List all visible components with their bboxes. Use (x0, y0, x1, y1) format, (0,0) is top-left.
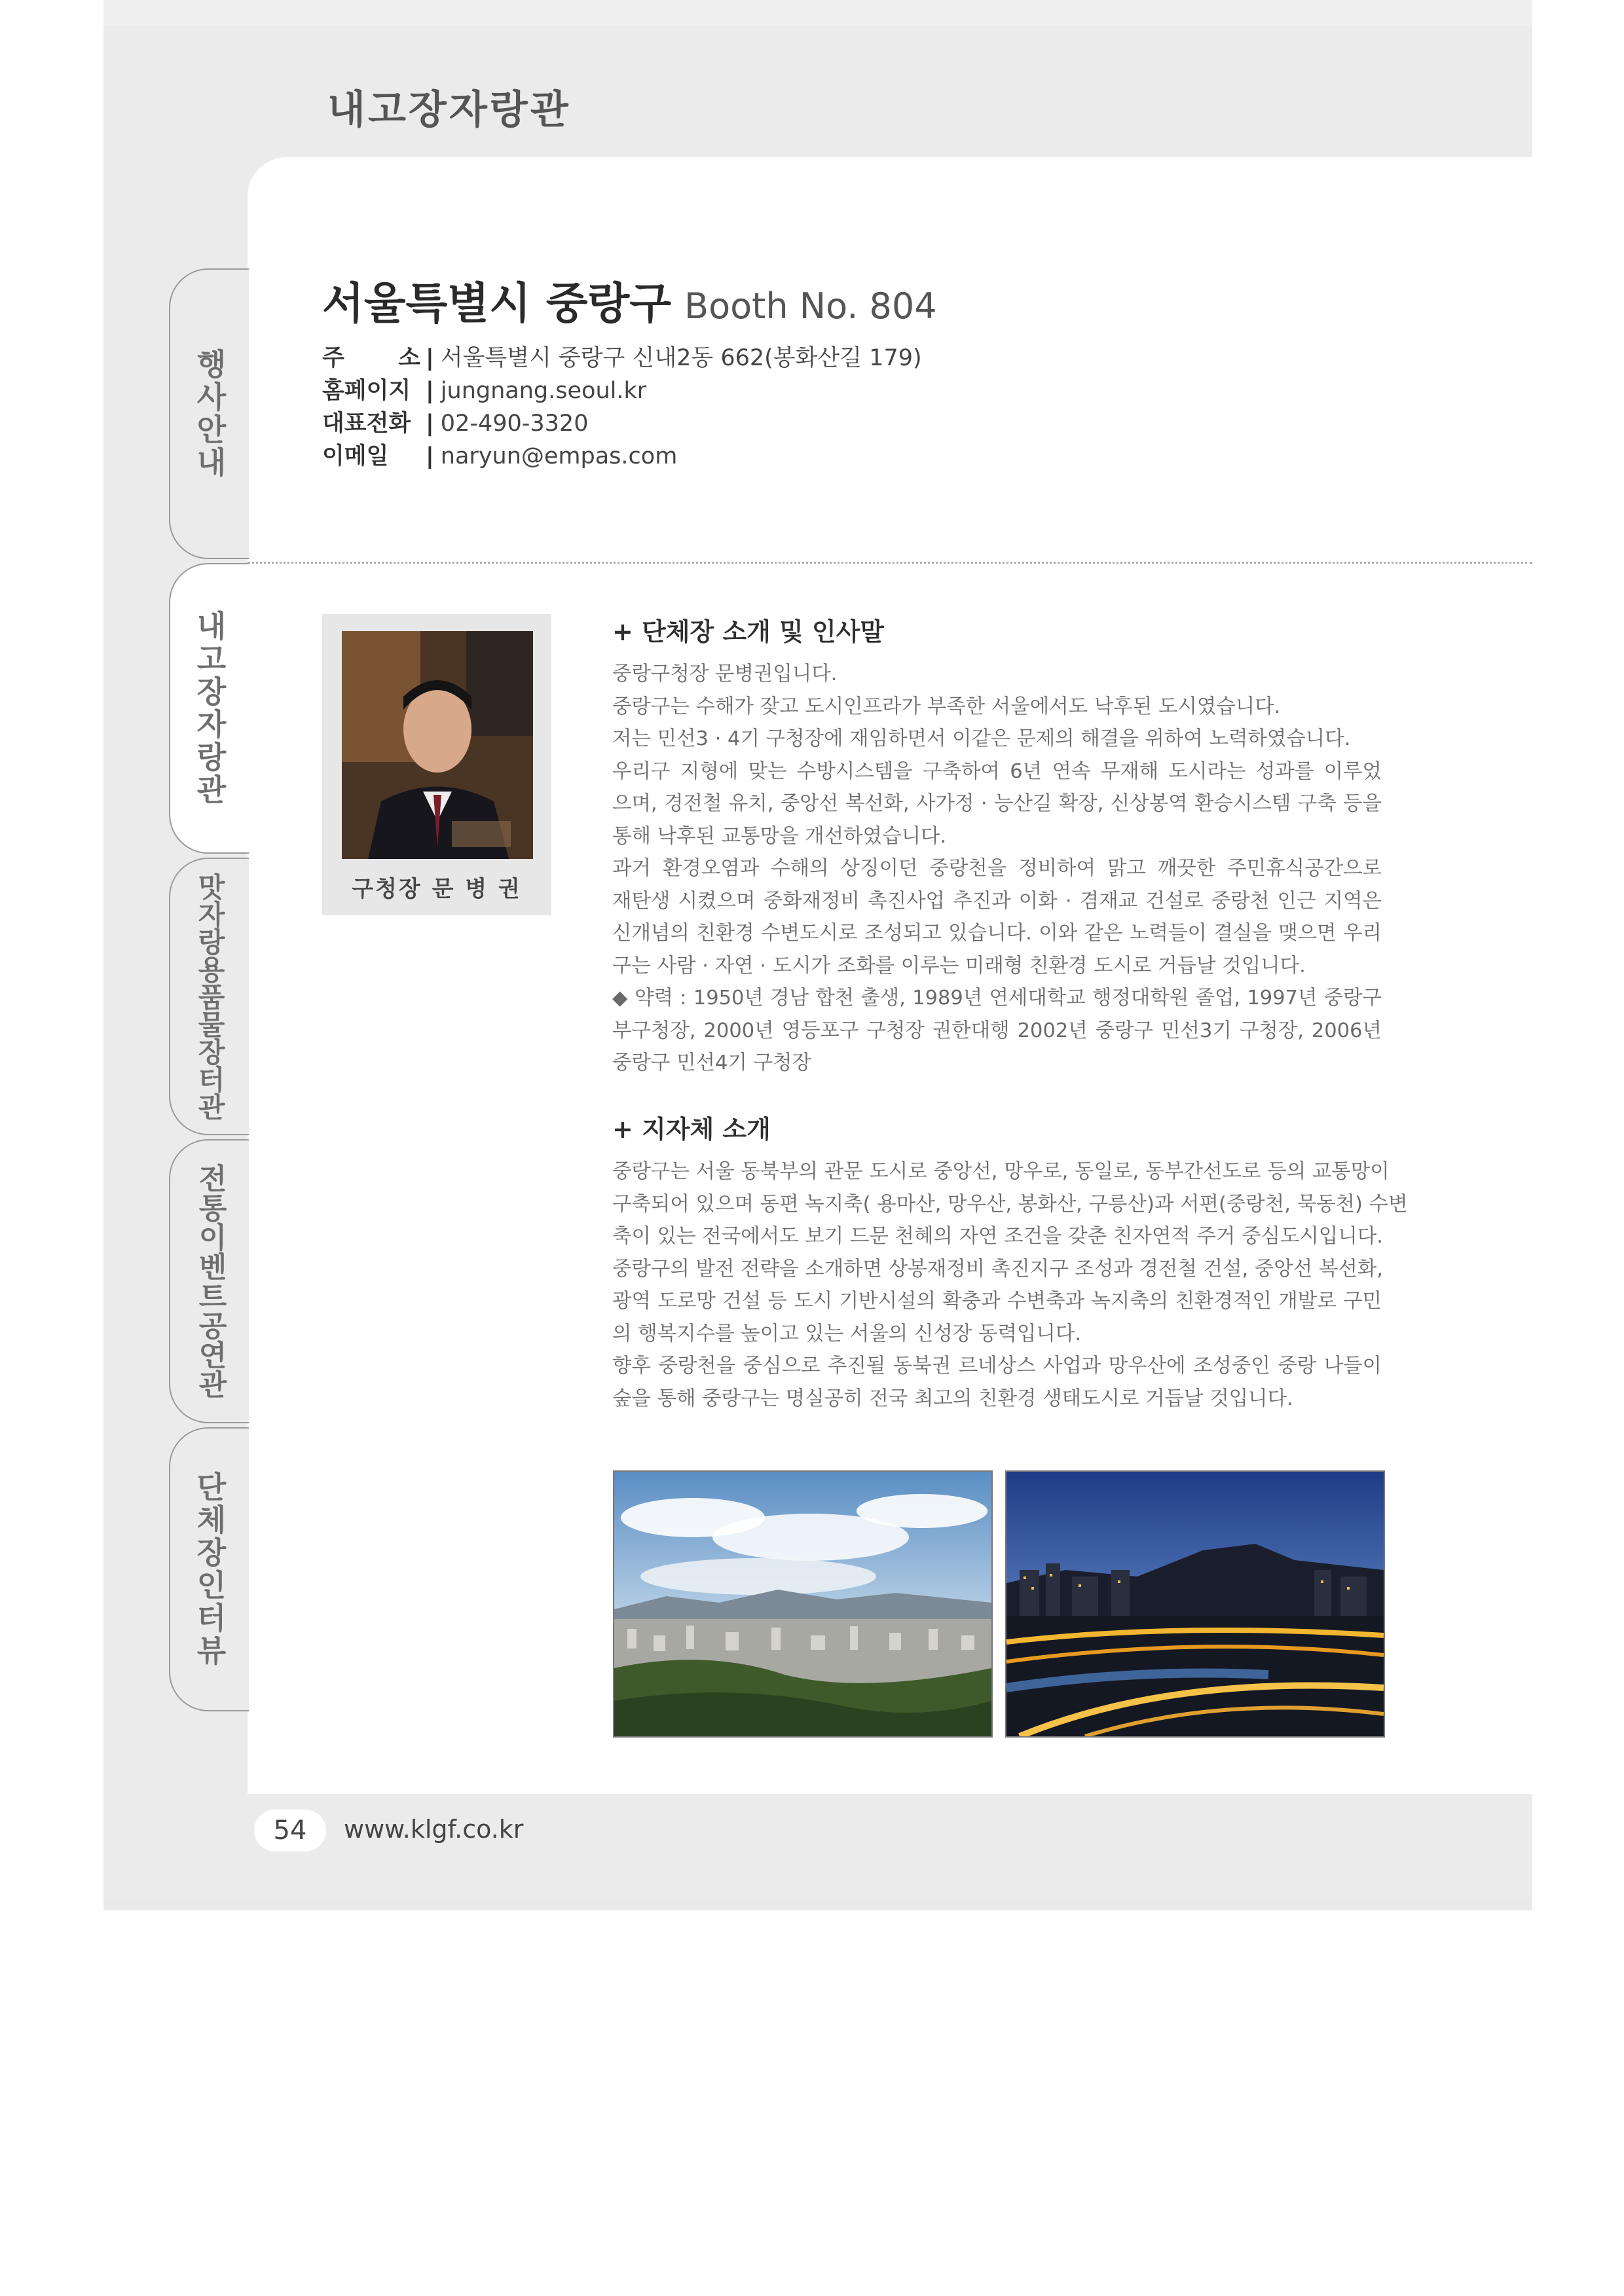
paragraph-line: 중랑구는 수해가 잦고 도시인프라가 부족한 서울에서도 낙후된 도시였습니다. (612, 695, 1281, 718)
info-row-email (322, 440, 922, 473)
divider (248, 562, 1532, 564)
paragraph-line: 구는 사람 · 자연 · 도시가 조화를 이루는 미래형 친환경 도시로 거듭날 것입니다. (612, 954, 1306, 977)
info-label: 홈페이지 (322, 378, 411, 404)
city-panorama-photo (613, 1470, 993, 1738)
paragraph-line: 통해 낙후된 교통망을 개선하였습니다. (612, 824, 947, 848)
portrait-illustration (342, 631, 533, 859)
side-tab-performance[interactable] (169, 1139, 249, 1423)
side-tab-hometown-pride[interactable] (169, 563, 249, 854)
region-heading: + 지자체 소개 (612, 1115, 771, 1144)
paragraph-line: 과거 환경오염과 수해의 상징이던 중랑천을 정비하여 맑고 깨끗한 주민휴식공간으로 (612, 857, 1382, 880)
paragraph-line: 구축되어 있으며 동편 녹지축( 용마산, 망우산, 봉화산, 구릉산)과 서편(중랑천, 묵동천) 수변 (612, 1192, 1408, 1216)
paragraph-line: 우리구 지형에 맞는 수방시스템을 구축하여 6년 연속 무재해 도시라는 성과를 이루었 (612, 759, 1382, 783)
info-label: 이메일 (322, 443, 389, 469)
contact-info (322, 342, 922, 473)
paragraph-line: 중랑구는 서울 동북부의 관문 도시로 중앙선, 망우로, 동일로, 동부간선도로 등의 교통망이 (612, 1160, 1390, 1183)
paragraph-line: 숲을 통해 중랑구는 명실공히 전국 최고의 친환경 생태도시로 거듭날 것입니다. (612, 1387, 1293, 1410)
paragraph-line: 부구청장, 2000년 영등포구 구청장 권한대행 2002년 중랑구 민선3기 구청장, 2006년 (612, 1019, 1382, 1042)
night-river-illustration (1006, 1472, 1384, 1736)
intro-section (612, 611, 1382, 1080)
district-name: 서울특별시 중랑구 (322, 278, 672, 329)
paragraph-line: 중랑구청장 문병권입니다. (612, 663, 838, 685)
side-tab-label: 맛자랑용품물장터관 (194, 873, 226, 1120)
info-label: 주 소 (322, 345, 420, 371)
night-river-photo (1005, 1470, 1385, 1738)
side-tab-label: 전통이벤트공연관 (193, 1163, 227, 1399)
paragraph-line: 으며, 경전철 유치, 중앙선 복선화, 사가정 · 능산길 확장, 신상봉역 환승시스템 구축 등을 (612, 792, 1382, 815)
paragraph-line: 중랑구의 발전 전략을 소개하면 상봉재정비 촉진지구 조성과 경전철 건설, 중앙선 복선화, (612, 1257, 1384, 1281)
page-title (322, 268, 937, 331)
separator: | (426, 378, 434, 404)
info-row-homepage (322, 374, 922, 407)
side-tab-label: 행사안내 (192, 348, 227, 479)
side-tab-label: 내고장자랑관 (192, 610, 227, 807)
portrait-caption: 구청장 문 병 권 (352, 876, 522, 902)
intro-body (612, 658, 1382, 1080)
info-row-phone (322, 407, 922, 440)
page-number: 54 (254, 1810, 326, 1851)
info-row-address (322, 342, 922, 374)
portrait-card (322, 614, 551, 915)
paragraph-line: 축이 있는 전국에서도 보기 드문 천혜의 자연 조건을 갖춘 친자연적 주거 중심도시입니다. (612, 1225, 1384, 1248)
side-tab-label: 단체장인터뷰 (192, 1471, 227, 1667)
region-body (612, 1156, 1408, 1415)
separator: | (426, 410, 434, 437)
email-link[interactable]: naryun@empas.com (440, 443, 678, 469)
homepage-link[interactable]: jungnang.seoul.kr (440, 378, 647, 404)
section-header: 내고장자랑관 (327, 87, 571, 133)
paragraph-line: 재탄생 시켰으며 중화재정비 촉진사업 추진과 이화 · 겸재교 건설로 중랑천 인근 지역은 (612, 889, 1382, 913)
paragraph-line: 향후 중랑천을 중심으로 추진될 동북권 르네상스 사업과 망우산에 조성중인 중랑 나들이 (612, 1355, 1382, 1377)
info-label: 대표전화 (322, 410, 411, 437)
side-tab-food-market[interactable] (169, 858, 249, 1135)
paragraph-line: 신개념의 친환경 수변도시로 조성되고 있습니다. 이와 같은 노력들이 결실을 맺으면 우리 (612, 922, 1382, 945)
mayor-portrait (342, 631, 533, 859)
phone-value: 02-490-3320 (440, 410, 589, 437)
paragraph-line: 저는 민선3 · 4기 구청장에 재임하면서 이같은 문제의 해결을 위하여 노력하였습니다. (612, 727, 1351, 750)
paragraph-line: 의 행복지수를 높이고 있는 서울의 신성장 동력입니다. (612, 1322, 1082, 1345)
intro-heading: + 단체장 소개 및 인사말 (612, 617, 885, 646)
separator: | (426, 345, 434, 371)
region-section (612, 1109, 1408, 1415)
side-tab-interview[interactable] (169, 1427, 249, 1711)
separator: | (426, 443, 434, 469)
city-panorama-illustration (614, 1472, 991, 1736)
booth-number: Booth No. 804 (684, 285, 937, 327)
side-tab-events[interactable] (169, 268, 249, 559)
paragraph-line: ◆ 약력 : 1950년 경남 합천 출생, 1989년 연세대학교 행정대학원 졸업, 1997년 중랑구 (612, 987, 1382, 1010)
address-value: 서울특별시 중랑구 신내2동 662(봉화산길 179) (440, 345, 922, 371)
paragraph-line: 광역 도로망 건설 등 도시 기반시설의 확충과 수변축과 녹지축의 친환경적인 개발로 구민 (612, 1290, 1382, 1313)
website-link[interactable]: www.klgf.co.kr (344, 1815, 524, 1844)
paragraph-line: 중랑구 민선4기 구청장 (612, 1051, 811, 1074)
